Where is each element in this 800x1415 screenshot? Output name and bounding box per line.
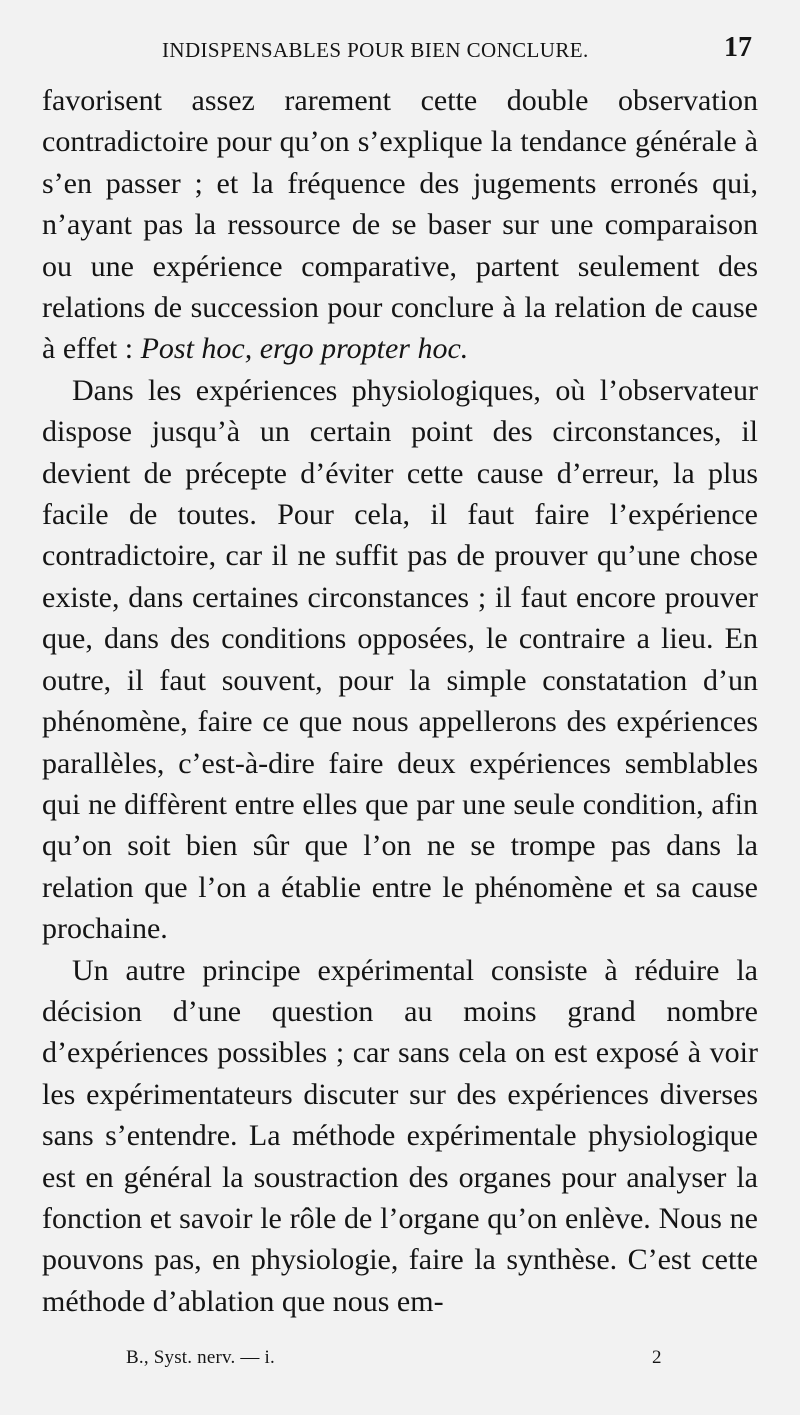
printer-signature: B., Syst. nerv. — i.	[126, 1347, 275, 1368]
running-title: INDISPENSABLES POUR BIEN CONCLURE.	[162, 38, 589, 62]
running-head	[0, 34, 800, 70]
signature-mark: 2	[652, 1347, 662, 1368]
page-footer	[0, 1347, 800, 1377]
paragraph-continuation	[42, 80, 758, 370]
paragraph-1-main-text: favorisent assez rarement cette double observation contradictoire pour qu’on s’explique la tendance générale à s’en passer ; et la fréquence des jugements erronés qui, n’ayant pas la ressource de se baser sur une comparaison ou une expérience comparative, partent seulement des relations de succession pour conclure à la relation de cause à effet :	[42, 84, 758, 366]
paragraph-experiences-physiologiques: Dans les expériences physiologiques, où l’observateur dispose jusqu’à un certain point des circonstances, il devient de précepte d’éviter cette cause d’erreur, la plus facile de toutes. Pour cela, il faut faire l’expérience contradictoire, car il ne suffit pas de prouver qu’une chose existe, dans certaines circonstances ; il faut encore prouver que, dans des conditions opposées, le contraire a lieu. En outre, il faut souvent, pour la simple constatation d’un phénomène, faire ce que nous appellerons des expériences parallèles, c’est-à-dire faire deux expériences semblables qui ne diffèrent entre elles que par une seule condition, afin qu’on soit bien sûr que l’on ne se trompe pas dans la relation que l’on a établie entre le phénomène et sa cause prochaine.	[42, 373, 758, 946]
latin-phrase: Post hoc, ergo propter hoc.	[140, 332, 469, 366]
body-text	[42, 80, 758, 1322]
paragraph-principe-experimental: Un autre principe expérimental consiste à réduire la décision d’une question au moins grand nombre d’expériences possibles ; car sans cela on est exposé à voir les expérimentateurs discuter sur des expériences diverses sans s’entendre. La méthode expérimentale physiologique est en général la soustraction des organes pour analyser la fonction et savoir le rôle de l’organe qu’on enlève. Nous ne pouvons pas, en physiologie, faire la synthèse. C’est cette méthode d’ablation que nous em-	[42, 953, 758, 1318]
page-number: 17	[724, 32, 752, 63]
